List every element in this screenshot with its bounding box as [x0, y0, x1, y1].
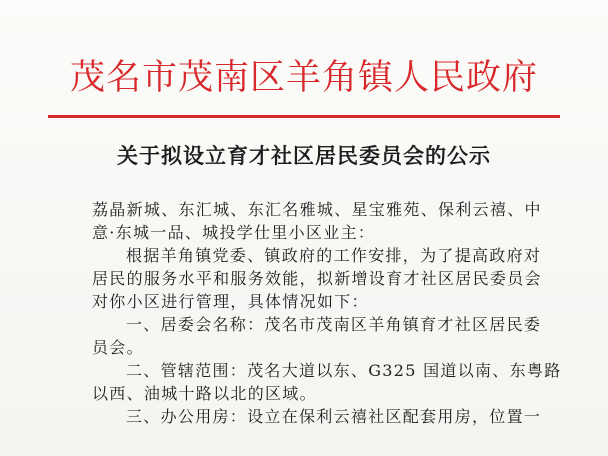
issuing-authority-header: 茂名市茂南区羊角镇人民政府 [69, 58, 538, 98]
body-line: 根据羊角镇党委、镇政府的工作安排，为了提高政府对 [126, 246, 542, 265]
document-body [0, 198, 608, 428]
body-line: 意·东城一品、城投学仕里小区业主： [92, 223, 376, 242]
body-line: 以西、油城十路以北的区域。 [92, 384, 317, 403]
body-line: 对你小区进行管理，具体情况如下： [92, 292, 369, 311]
body-line: 居民的服务水平和服务效能，拟新增设育才社区居民委员会 [92, 269, 542, 288]
body-line: 二、管辖范围：茂名大道以东、G325 国道以南、东粤路 [126, 361, 562, 380]
body-line: 三、办公用房：设立在保利云禧社区配套用房，位置一 [126, 407, 542, 426]
document-title: 关于拟设立育才社区居民委员会的公示 [117, 143, 491, 168]
body-line: 员会。 [92, 338, 144, 357]
body-line: 荔晶新城、东汇城、东汇名雅城、星宝雅苑、保利云禧、中 [92, 200, 542, 219]
red-header-rule [48, 115, 560, 118]
body-line: 一、居委会名称：茂名市茂南区羊角镇育才社区居民委 [126, 315, 542, 334]
